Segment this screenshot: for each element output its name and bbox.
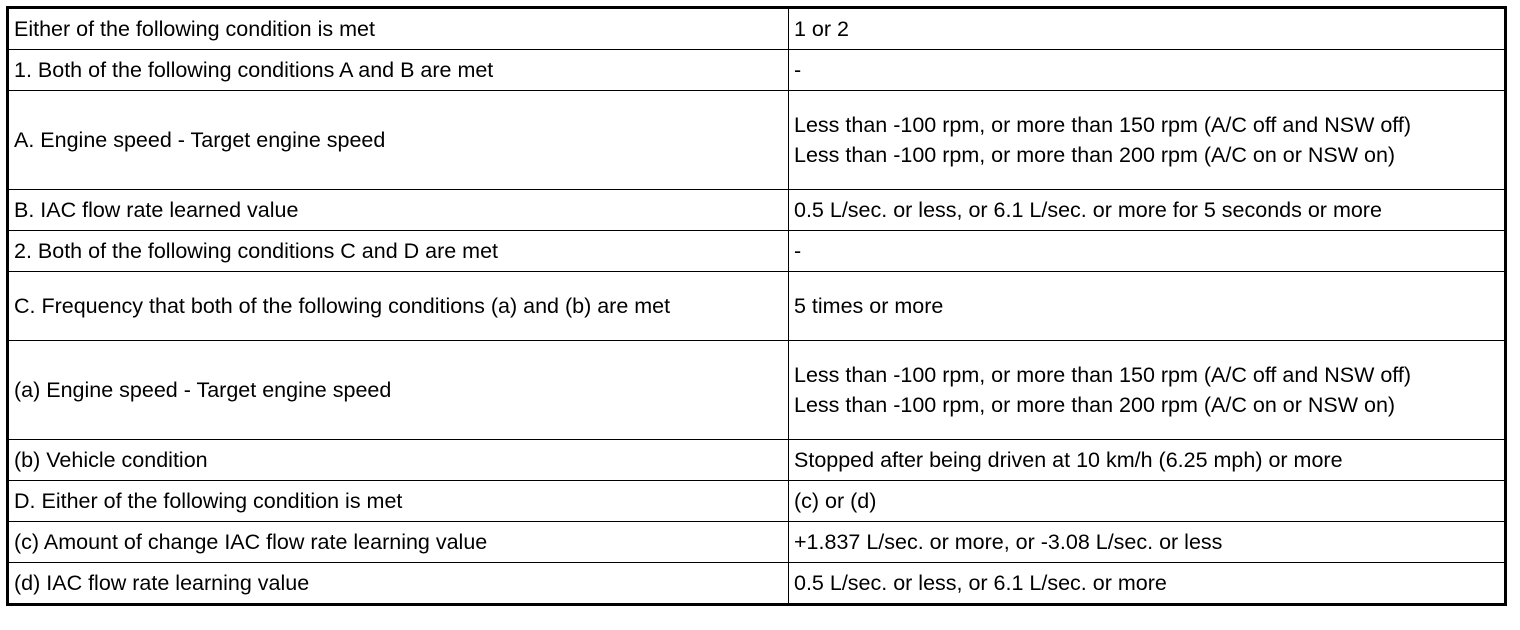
condition-cell: (c) Amount of change IAC flow rate learning value [8,522,789,563]
table-row [8,8,1506,50]
table-row [8,272,1506,341]
condition-cell: 2. Both of the following conditions C and D are met [8,231,789,272]
value-cell: 0.5 L/sec. or less, or 6.1 L/sec. or more [789,563,1506,605]
value-cell: Stopped after being driven at 10 km/h (6.25 mph) or more [789,440,1506,481]
condition-cell: (d) IAC flow rate learning value [8,563,789,605]
table-row [8,440,1506,481]
table-row [8,481,1506,522]
value-cell: - [789,231,1506,272]
table-row [8,190,1506,231]
condition-cell: (a) Engine speed - Target engine speed [8,341,789,440]
condition-cell: 1. Both of the following conditions A and B are met [8,50,789,91]
value-cell: 5 times or more [789,272,1506,341]
table-row [8,231,1506,272]
value-cell: (c) or (d) [789,481,1506,522]
value-cell: Less than -100 rpm, or more than 150 rpm (A/C off and NSW off) Less than -100 rpm, or more than 200 rpm (A/C on or NSW on) [789,91,1506,190]
value-cell: 1 or 2 [789,8,1506,50]
condition-cell: Either of the following condition is met [8,8,789,50]
condition-cell: B. IAC flow rate learned value [8,190,789,231]
value-cell: Less than -100 rpm, or more than 150 rpm (A/C off and NSW off) Less than -100 rpm, or more than 200 rpm (A/C on or NSW on) [789,341,1506,440]
value-cell: +1.837 L/sec. or more, or -3.08 L/sec. or less [789,522,1506,563]
condition-cell: (b) Vehicle condition [8,440,789,481]
conditions-table [6,6,1507,606]
condition-cell: C. Frequency that both of the following conditions (a) and (b) are met [8,272,789,341]
value-cell: 0.5 L/sec. or less, or 6.1 L/sec. or more for 5 seconds or more [789,190,1506,231]
table-row [8,341,1506,440]
table-row [8,91,1506,190]
table-row [8,50,1506,91]
condition-cell: D. Either of the following condition is met [8,481,789,522]
table-row [8,563,1506,605]
value-cell: - [789,50,1506,91]
table-row [8,522,1506,563]
condition-cell: A. Engine speed - Target engine speed [8,91,789,190]
